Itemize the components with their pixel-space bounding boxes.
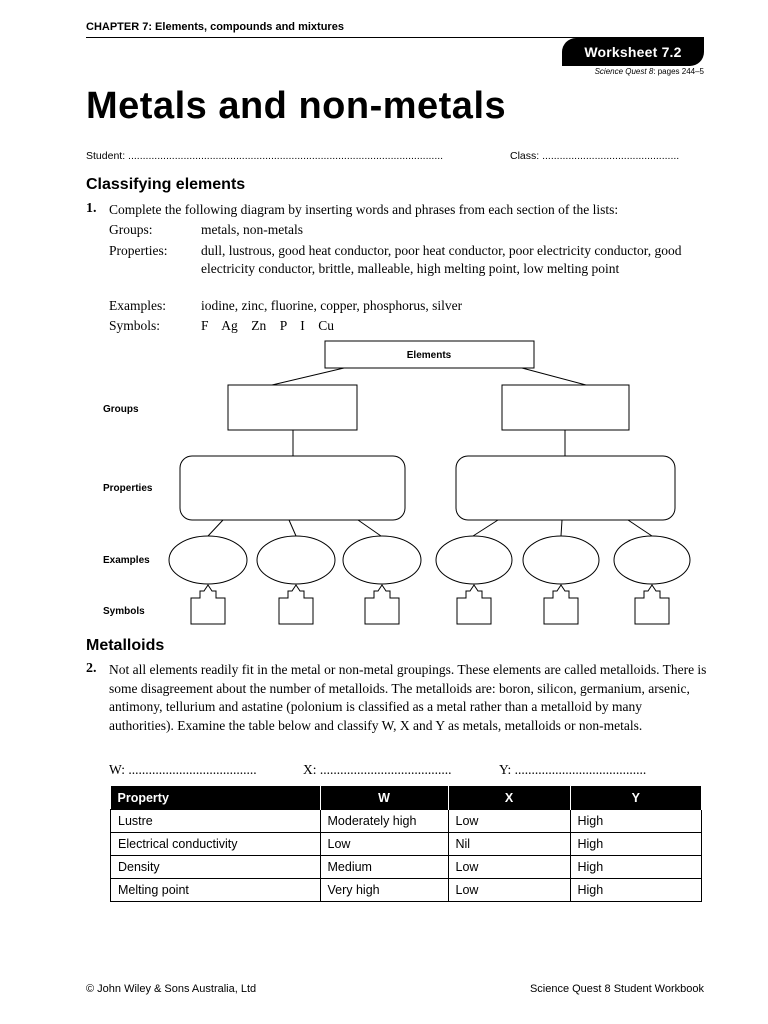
chapter-heading: CHAPTER 7: Elements, compounds and mixtures — [86, 21, 344, 33]
group-box-right[interactable] — [502, 385, 629, 430]
table-cell: Low — [320, 833, 448, 856]
list-value-examples: iodine, zinc, fluorine, copper, phosphorus, silver — [201, 298, 463, 313]
table-header-cell: Y — [570, 786, 702, 810]
properties-box-left[interactable] — [180, 456, 405, 520]
answer-line-y[interactable]: Y: ....................................... — [499, 762, 647, 777]
table-cell: Low — [448, 856, 570, 879]
table-header-cell: X — [448, 786, 570, 810]
list-value-symbols: F Ag Zn P I Cu — [201, 318, 335, 333]
reference-pages: : pages 244–5 — [653, 67, 704, 76]
table-cell: High — [570, 833, 702, 856]
table-row — [111, 810, 702, 833]
table-row — [111, 879, 702, 902]
table-cell: Moderately high — [320, 810, 448, 833]
page-title: Metals and non-metals — [86, 85, 507, 127]
student-name-line: Student: ............................................................................................................ — [86, 150, 444, 162]
table-cell: Density — [111, 856, 321, 879]
answer-line-x[interactable]: X: ....................................... — [303, 762, 452, 777]
list-value-groups: metals, non-metals — [201, 222, 303, 237]
table-cell: Low — [448, 810, 570, 833]
example-ellipse-4[interactable] — [436, 536, 512, 584]
worksheet-badge: Worksheet 7.2 — [562, 38, 704, 66]
symbol-box-3[interactable] — [365, 585, 399, 624]
group-box-left[interactable] — [228, 385, 357, 430]
example-ellipse-5[interactable] — [523, 536, 599, 584]
connector-line — [628, 520, 652, 536]
list-value-properties: dull, lustrous, good heat conductor, poor heat conductor, poor electricity conductor, good electricity conductor, brittle, malleable, high melting point, low melting point — [201, 243, 682, 276]
table-cell: High — [570, 879, 702, 902]
diagram-elements-label: Elements — [406, 350, 452, 361]
class-name-line: Class: ............................................... — [510, 150, 680, 162]
example-ellipse-3[interactable] — [343, 536, 421, 584]
list-label-examples: Examples: — [109, 298, 166, 313]
symbol-box-2[interactable] — [279, 585, 313, 624]
properties-table — [110, 786, 702, 902]
footer-copyright: © John Wiley & Sons Australia, Ltd — [86, 983, 257, 995]
diagram-row-label-examples: Examples — [103, 555, 150, 566]
list-label-groups: Groups: — [109, 222, 153, 237]
table-cell: High — [570, 810, 702, 833]
connector-line — [208, 520, 223, 536]
connector-line — [473, 520, 498, 536]
table-cell: Melting point — [111, 879, 321, 902]
example-ellipse-1[interactable] — [169, 536, 247, 584]
table-header-cell: Property — [111, 786, 321, 810]
question-text: Not all elements readily fit in the metal or non-metal groupings. These elements are called metalloids. There is some disagreement about the number of metalloids. The metalloids are: boron, silicon, germanium, arsenic, antimony, tellurium and astatine (polonium is classified as a metal rather than a metalloid by many authorities). Examine the table below and classify W, X and Y as metals, metalloids or non-metals. — [109, 662, 707, 733]
question-number: 1. — [86, 201, 97, 216]
table-header-cell: W — [320, 786, 448, 810]
table-row — [111, 833, 702, 856]
table-cell: Medium — [320, 856, 448, 879]
symbol-box-1[interactable] — [191, 585, 225, 624]
answer-line-w[interactable]: W: ...................................... — [109, 762, 257, 777]
table-cell: Lustre — [111, 810, 321, 833]
worksheet-reference — [520, 67, 704, 76]
connector-line — [272, 368, 344, 385]
diagram-row-label-properties: Properties — [103, 483, 153, 494]
table-cell: Very high — [320, 879, 448, 902]
table-row — [111, 856, 702, 879]
diagram-row-label-groups: Groups — [103, 404, 139, 415]
table-cell: Electrical conductivity — [111, 833, 321, 856]
connector-line — [561, 520, 562, 536]
list-label-properties: Properties: — [109, 243, 168, 258]
classification-diagram — [86, 338, 696, 630]
table-header-row — [111, 786, 702, 810]
symbol-box-6[interactable] — [635, 585, 669, 624]
connector-line — [358, 520, 381, 536]
section-heading-metalloids: Metalloids — [86, 637, 165, 654]
connector-line — [289, 520, 296, 536]
question-number: 2. — [86, 661, 97, 676]
footer-book-title: Science Quest 8 Student Workbook — [529, 983, 704, 995]
connector-line — [522, 368, 586, 385]
properties-box-right[interactable] — [456, 456, 675, 520]
table-cell: Nil — [448, 833, 570, 856]
symbol-box-4[interactable] — [457, 585, 491, 624]
list-label-symbols: Symbols: — [109, 318, 161, 333]
reference-book: Science Quest 8 — [594, 67, 654, 76]
table-cell: High — [570, 856, 702, 879]
diagram-row-label-symbols: Symbols — [103, 606, 145, 617]
question-instruction: Complete the following diagram by inserting words and phrases from each section of the lists: — [109, 202, 619, 217]
table-cell: Low — [448, 879, 570, 902]
section-heading-classifying: Classifying elements — [86, 176, 246, 193]
example-ellipse-2[interactable] — [257, 536, 335, 584]
symbol-box-5[interactable] — [544, 585, 578, 624]
example-ellipse-6[interactable] — [614, 536, 690, 584]
